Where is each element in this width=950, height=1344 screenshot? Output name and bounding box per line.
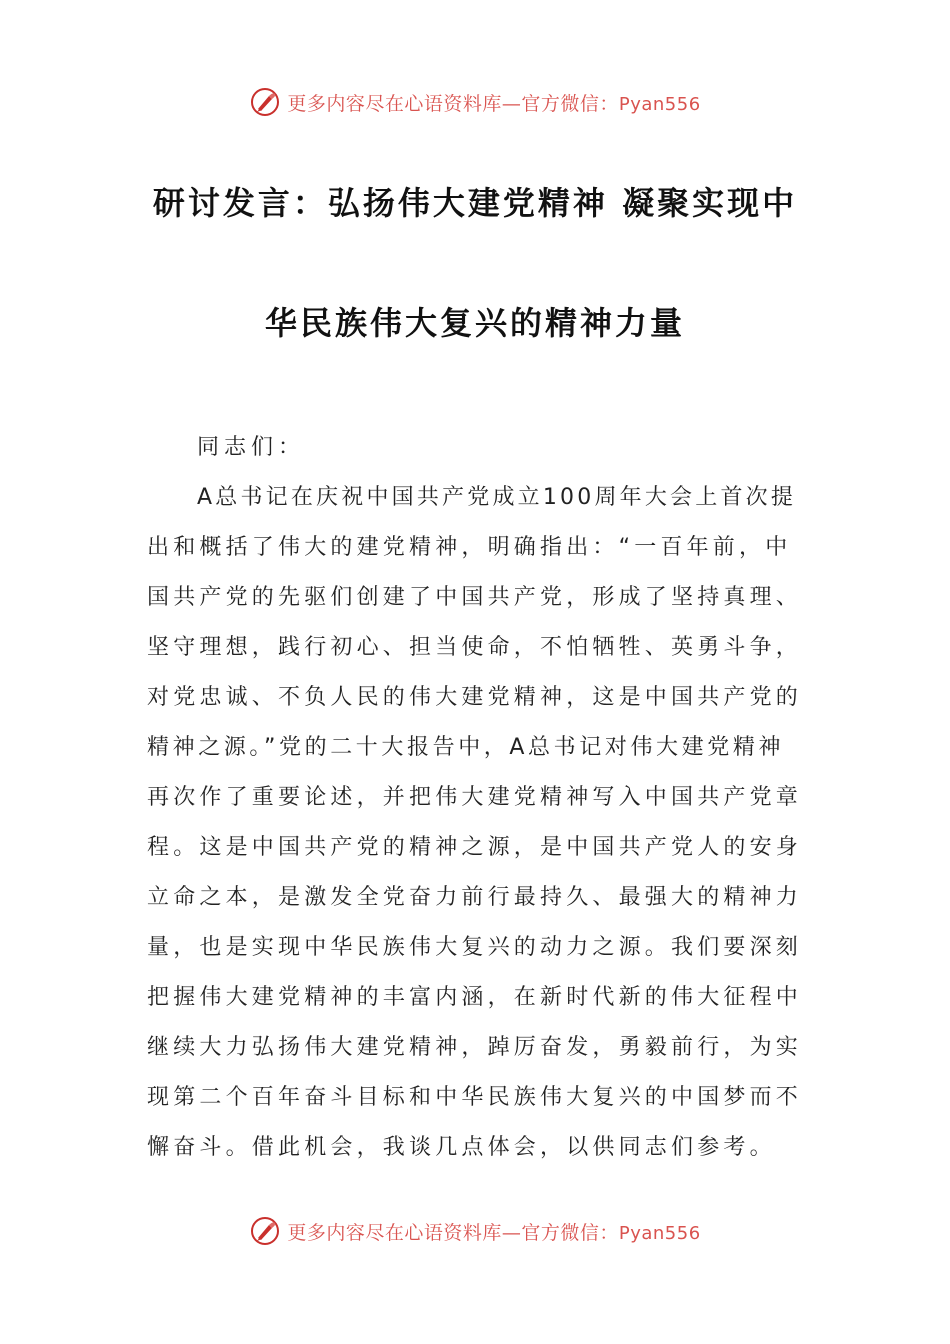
body-line: A总书记在庆祝中国共产党成立100周年大会上首次提 (197, 485, 797, 510)
document-title-line-2: 华民族伟大复兴的精神力量 (264, 304, 685, 342)
body-line: 现第二个百年奋斗目标和中华民族伟大复兴的中国梦而不 (147, 1085, 803, 1110)
bottom-banner (0, 1211, 950, 1251)
body-line: 精神之源。”党的二十大报告中，A总书记对伟大建党精神 (147, 735, 785, 760)
pen-nib-logo-icon (249, 86, 281, 118)
pen-nib-logo-icon (249, 1215, 281, 1247)
body-line: 把握伟大建党精神的丰富内涵，在新时代新的伟大征程中 (147, 985, 803, 1010)
body-line: 继续大力弘扬伟大建党精神，踔厉奋发，勇毅前行，为实 (147, 1035, 803, 1060)
banner-text: 更多内容尽在心语资料库—官方微信：Pyan556 (287, 1221, 701, 1244)
body-line: 懈奋斗。借此机会，我谈几点体会，以供同志们参考。 (147, 1135, 776, 1160)
body-line: 量，也是实现中华民族伟大复兴的动力之源。我们要深刻 (147, 935, 803, 960)
body-line: 坚守理想，践行初心、担当使命，不怕牺牲、英勇斗争， (147, 635, 803, 660)
body-line: 出和概括了伟大的建党精神，明确指出：“一百年前，中 (147, 535, 792, 560)
document-title-line-1: 研讨发言：弘扬伟大建党精神 凝聚实现中 (152, 184, 798, 222)
top-banner (0, 82, 950, 122)
greeting: 同志们： (197, 435, 306, 460)
body-line: 对党忠诚、不负人民的伟大建党精神，这是中国共产党的 (147, 685, 803, 710)
body-line: 国共产党的先驱们创建了中国共产党，形成了坚持真理、 (147, 585, 803, 610)
body-line: 程。这是中国共产党的精神之源，是中国共产党人的安身 (147, 835, 803, 860)
banner-wechat-id: Pyan556 (618, 93, 701, 115)
banner-text: 更多内容尽在心语资料库—官方微信：Pyan556 (287, 92, 701, 115)
body-line: 立命之本，是激发全党奋力前行最持久、最强大的精神力 (147, 885, 803, 910)
body-line: 再次作了重要论述，并把伟大建党精神写入中国共产党章 (147, 785, 803, 810)
banner-wechat-id: Pyan556 (618, 1222, 701, 1244)
